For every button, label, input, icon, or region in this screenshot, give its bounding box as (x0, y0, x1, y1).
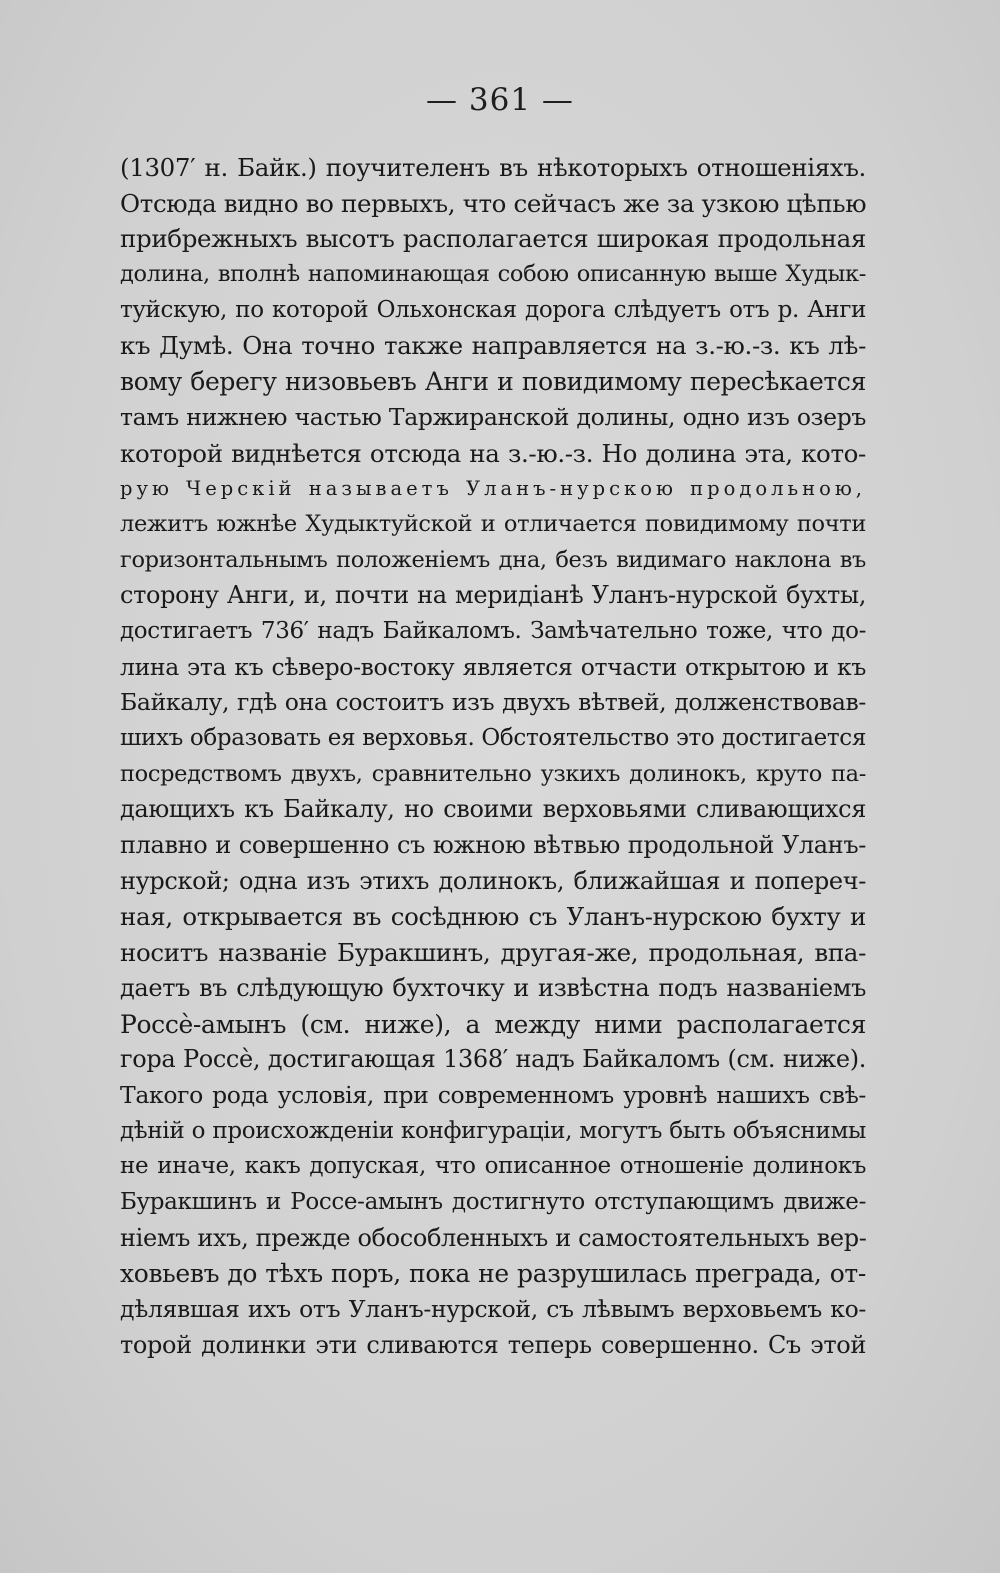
text-line: вому берегу низовьевъ Анги и повидимому пересѣкается (120, 367, 866, 397)
text-line: сторону Анги, и, почти на меридіанѣ Уланъ-нурской бухты, (120, 581, 866, 610)
text-line: лина эта къ сѣверо-востоку является отчасти открытою и къ (120, 652, 866, 681)
text-line: шихъ образовать ея верховья. Обстоятельство это достигается (120, 725, 866, 751)
text-line: дѣлявшая ихъ отъ Уланъ-нурской, съ лѣвымъ верховьемъ ко- (120, 1295, 866, 1323)
text-line: (1307′ н. Байк.) поучителенъ въ нѣкоторыхъ отношеніяхъ. (120, 153, 866, 182)
text-line: которой виднѣется отсюда на з.-ю.-з. Но долина эта, кото- (120, 438, 866, 468)
text-line: плавно и совершенно съ южною вѣтвью продольной Уланъ- (120, 831, 866, 860)
text-line: носитъ названіе Буракшинъ, другая-же, продольная, впа- (120, 938, 866, 968)
text-line: посредствомъ двухъ, сравнительно узкихъ долинокъ, круто па- (120, 760, 866, 787)
text-line: торой долинки эти сливаются теперь совершенно. Съ этой (120, 1330, 866, 1359)
text-line: къ Думѣ. Она точно также направляется на з.-ю.-з. къ лѣ- (120, 331, 866, 361)
text-line: тамъ нижнею частью Таржиранской долины, одно изъ озеръ (120, 402, 866, 431)
text-line: дѣній о происхожденіи конфигураціи, могутъ быть объяснимы (120, 1117, 866, 1144)
text-line: Отсюда видно во первыхъ, что сейчасъ же за узкою цѣпью (120, 188, 867, 218)
text-line: ная, открывается въ сосѣднюю съ Уланъ-нурскою бухту и (120, 902, 866, 932)
text-line: долина, вполнѣ напоминающая собою описанную выше Худык- (120, 261, 866, 288)
text-line: Буракшинъ и Россе-амынъ достигнуто отступающимъ движе- (120, 1188, 866, 1215)
page-number: — 361 — (426, 82, 574, 118)
text-line: не иначе, какъ допуская, что описанное отношеніе долинокъ (120, 1153, 866, 1180)
text-line: гора Россѐ, достигающая 1368′ надъ Байкаломъ (см. ниже). (120, 1045, 866, 1074)
text-line: горизонтальнымъ положеніемъ дна, безъ видимаго наклона въ (120, 546, 866, 573)
text-line: Такого рода условія, при современномъ уровнѣ нашихъ свѣ- (120, 1080, 866, 1109)
text-line: прибрежныхъ высотъ располагается широкая продольная (120, 224, 866, 254)
text-line: достигаетъ 736′ надъ Байкаломъ. Замѣчательно тоже, что до- (120, 617, 866, 644)
text-line: Россѐ-амынъ (см. ниже), а между ними располагается (120, 1009, 866, 1039)
text-line: даетъ въ слѣдующую бухточку и извѣстна подъ названіемъ (120, 973, 866, 1002)
text-line: лежитъ южнѣе Худыктуйской и отличается повидимому почти (120, 510, 866, 537)
text-line: дающихъ къ Байкалу, но своими верховьями сливающихся (120, 795, 866, 824)
text-line: Байкалу, гдѣ она состоитъ изъ двухъ вѣтвей, долженствовав- (120, 688, 866, 717)
text-line: нурской; одна изъ этихъ долинокъ, ближайшая и попереч- (120, 866, 866, 895)
text-line: рую Черскій называетъ Уланъ-нурскою продольною, (120, 477, 866, 501)
text-line: туйскую, по которой Ольхонская дорога слѣдуетъ отъ р. Анги (120, 296, 866, 323)
text-line: ніемъ ихъ, прежде обособленныхъ и самостоятельныхъ вер- (120, 1223, 867, 1252)
body-text (120, 150, 866, 1363)
text-line: ховьевъ до тѣхъ поръ, пока не разрушилась преграда, от- (120, 1259, 866, 1289)
